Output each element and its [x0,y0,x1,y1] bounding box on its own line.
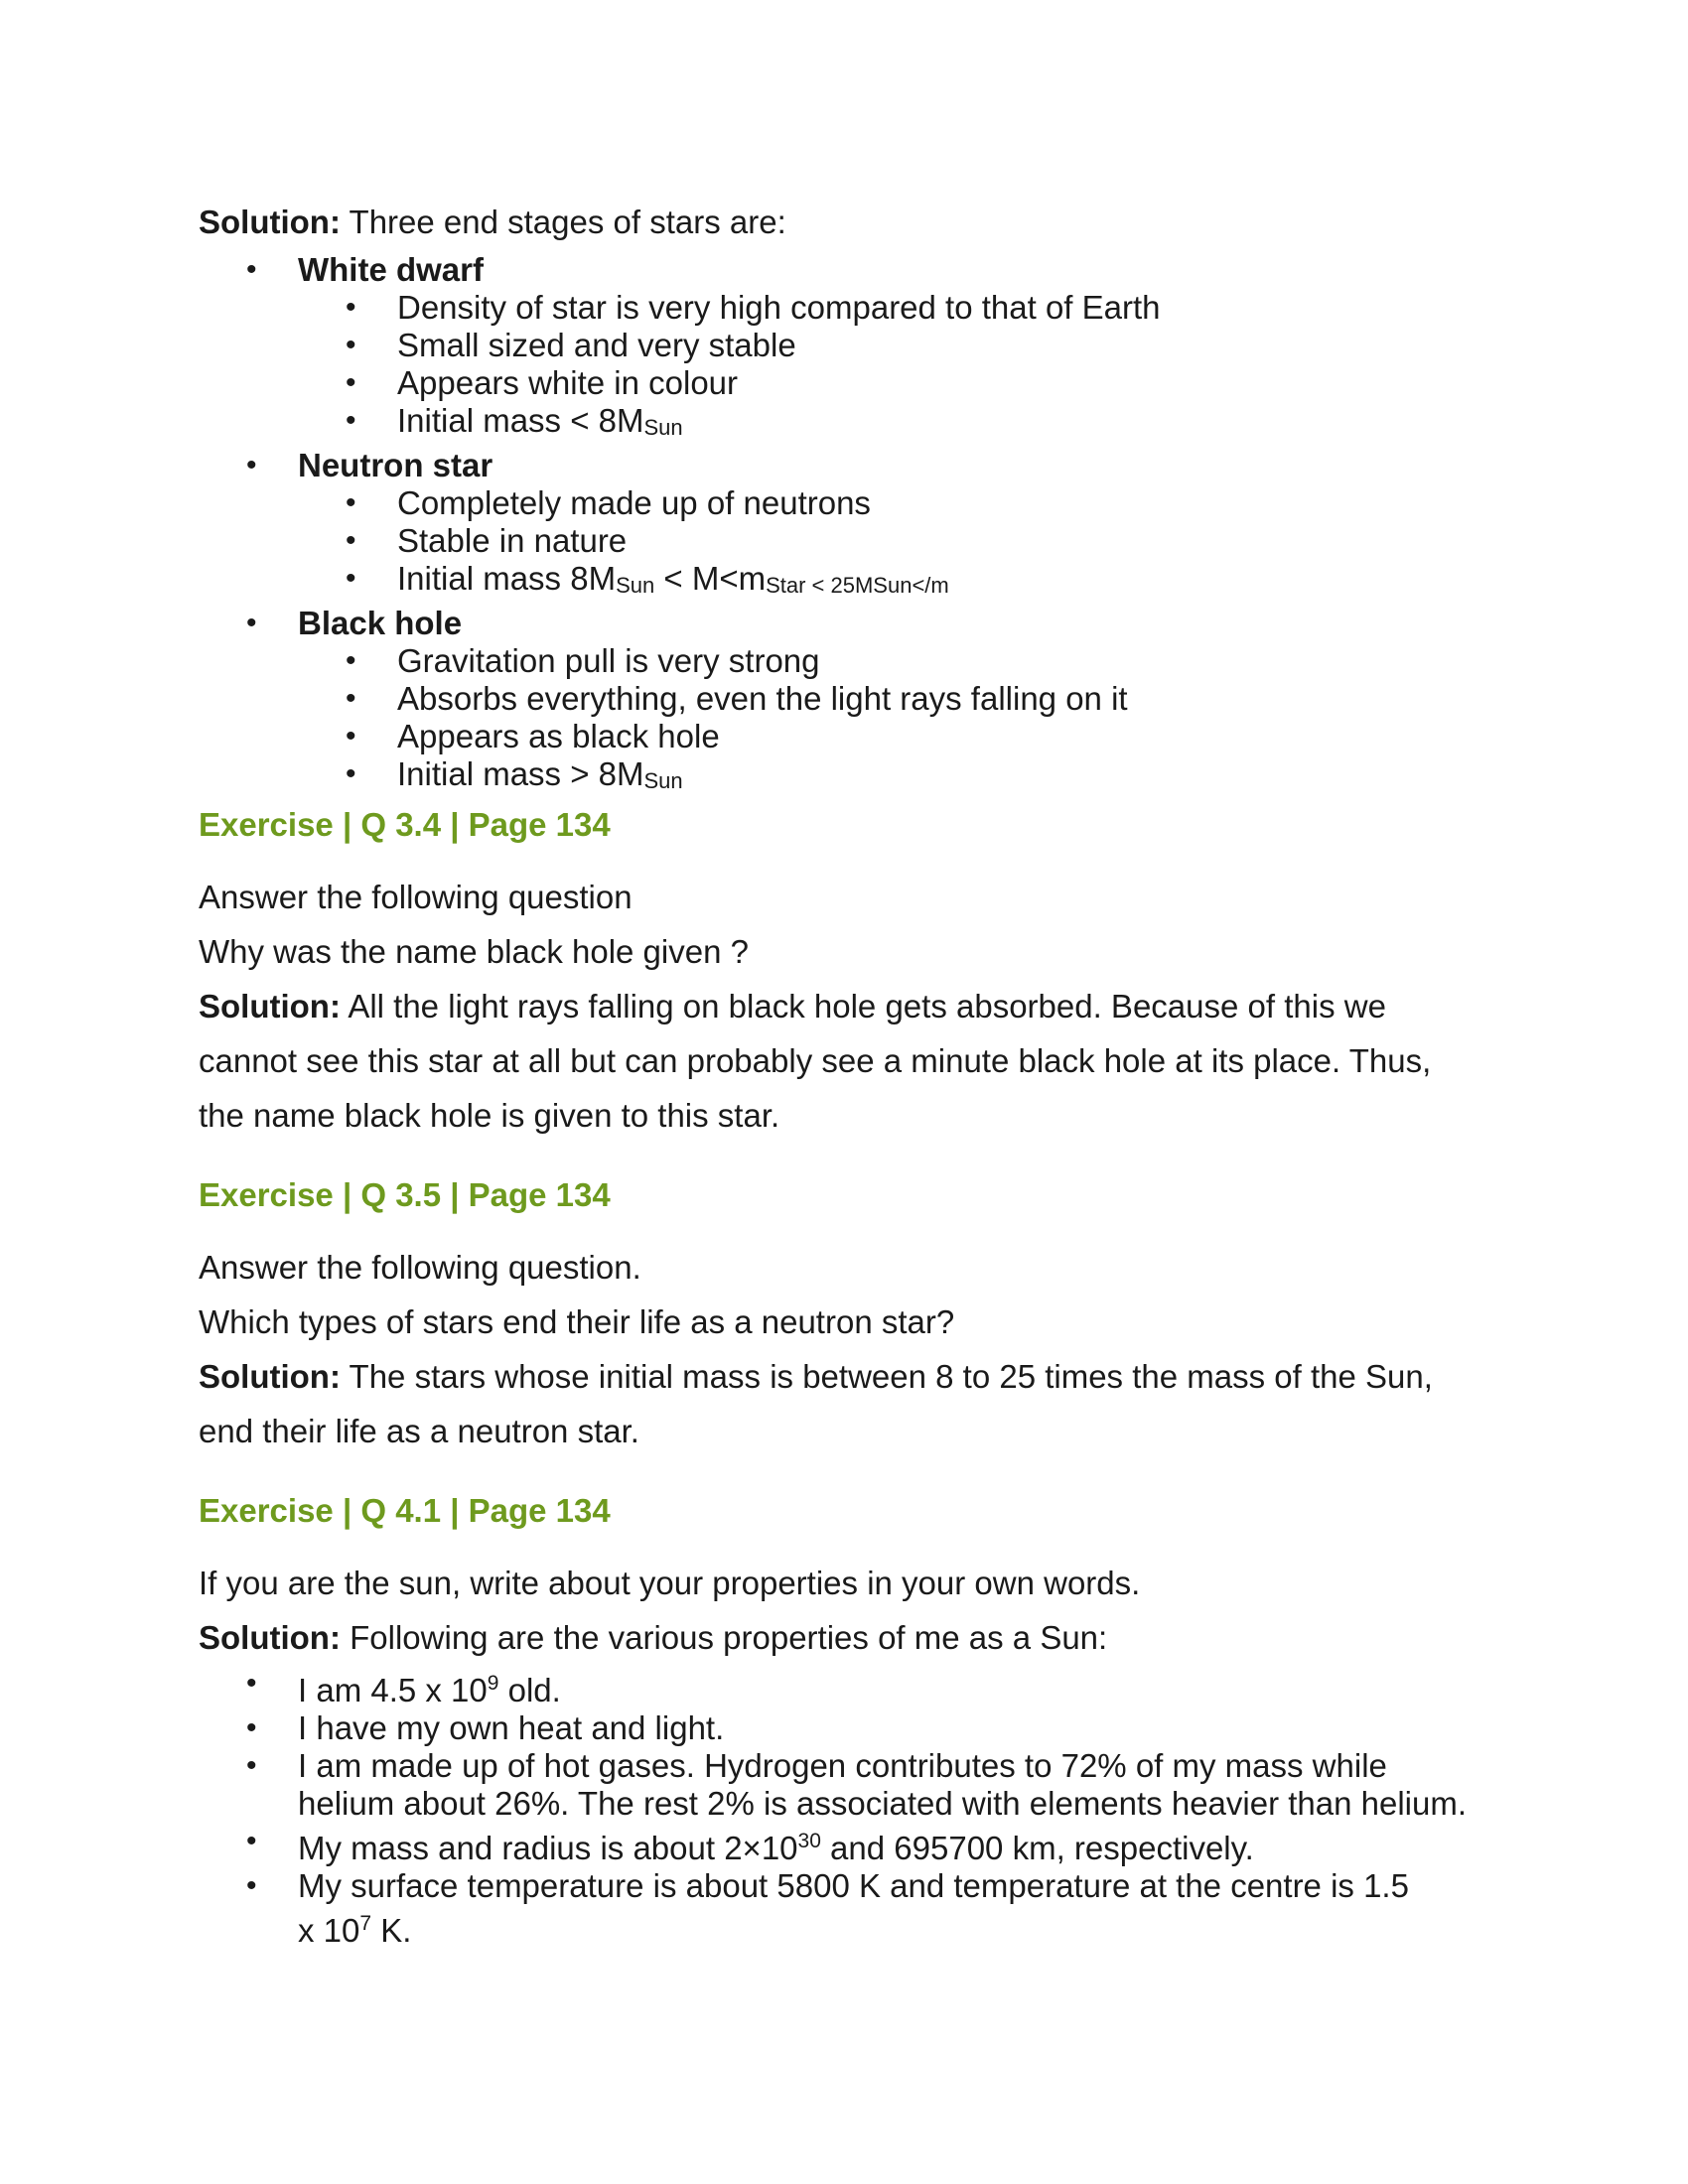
gases-line: I am made up of hot gases. Hydrogen contributes to 72% of my mass while [298,1747,1387,1784]
mass-text: Initial mass < 8M [397,402,644,439]
solution-line [199,1349,1509,1404]
temperature-superscript: 7 [359,1912,372,1935]
solution-label: Solution: [199,1358,341,1395]
mass-subscript: Star < 25MSun</m [766,573,949,598]
solution-label: Solution: [199,988,341,1024]
temperature-text: x 10 [298,1912,360,1949]
temperature-line: My surface temperature is about 5800 K and temperature at the centre is 1.5 [298,1867,1409,1904]
list-item-temperature [199,1867,1509,1950]
solution-label: Solution: [199,204,341,240]
solution-text: All the light rays falling on black hole gets absorbed. Because of this we [340,988,1386,1024]
list-item: • Density of star is very high compared to that of Earth [199,289,1509,327]
mass-subscript: Sun [643,768,683,793]
list-item-gases [199,1747,1509,1823]
list-item-heat: • I have my own heat and light. [199,1709,1509,1747]
list-item-mass [199,755,1509,800]
list-item: • Completely made up of neutrons [199,484,1509,522]
list-item-white-dwarf [199,251,1509,447]
mass-text: Initial mass 8M [397,560,617,597]
mass-mid-text: < M<m [654,560,767,597]
question-text: Which types of stars end their life as a neutron star? [199,1303,955,1340]
mass-text-end: and 695700 km, respectively. [820,1830,1254,1866]
question-prompt: Answer the following question [199,879,633,915]
solution-line: the name black hole is given to this star. [199,1097,780,1134]
white-dwarf-title: White dwarf [298,251,484,288]
list-item-mass-radius [199,1823,1509,1867]
list-item: • Appears as black hole [199,718,1509,755]
question-text: If you are the sun, write about your properties in your own words. [199,1565,1141,1601]
neutron-star-title: Neutron star [298,447,493,483]
gases-line: helium about 26%. The rest 2% is associated with elements heavier than helium. [298,1785,1468,1822]
solution-paragraph [199,195,1509,249]
exercise-heading-q41: Exercise | Q 4.1 | Page 134 [199,1492,611,1529]
mass-text: Initial mass > 8M [397,755,644,792]
neutron-star-sublist [298,484,1509,605]
solution-line [199,979,1509,1033]
list-item-neutron-star [199,447,1509,605]
age-superscript: 9 [487,1672,499,1695]
solution-line: cannot see this star at all but can probably see a minute black hole at its place. Thus, [199,1042,1432,1079]
list-item-mass [199,402,1509,447]
list-item-mass [199,560,1509,605]
mass-subscript: Sun [643,415,683,440]
solution-text: Three end stages of stars are: [340,204,786,240]
mass-superscript: 30 [797,1830,821,1852]
age-text: I am 4.5 x 10 [298,1672,488,1708]
solution-line [199,1610,1509,1665]
solution-label: Solution: [199,1619,341,1656]
mass-text: My mass and radius is about 2×10 [298,1830,798,1866]
age-text-end: old. [498,1672,561,1708]
list-item: • Absorbs everything, even the light rays falling on it [199,680,1509,718]
question-text: Why was the name black hole given ? [199,933,749,970]
temperature-text-end: K. [371,1912,412,1949]
list-item: • Stable in nature [199,522,1509,560]
end-stages-list [199,251,1509,800]
list-item: • Gravitation pull is very strong [199,642,1509,680]
black-hole-sublist [298,642,1509,800]
mass-subscript: Sun [616,573,655,598]
question-prompt: Answer the following question. [199,1249,641,1286]
list-item: • Small sized and very stable [199,327,1509,364]
white-dwarf-sublist [298,289,1509,447]
list-item: • Appears white in colour [199,364,1509,402]
document-content [199,195,1509,1950]
list-item-black-hole [199,605,1509,800]
sun-properties-list [199,1665,1509,1950]
list-item-age [199,1665,1509,1709]
solution-text: Following are the various properties of me as a Sun: [340,1619,1108,1656]
black-hole-title: Black hole [298,605,463,641]
solution-text: The stars whose initial mass is between 8 to 25 times the mass of the Sun, [340,1358,1433,1395]
exercise-heading-q35: Exercise | Q 3.5 | Page 134 [199,1176,611,1213]
exercise-heading-q34: Exercise | Q 3.4 | Page 134 [199,806,611,843]
solution-line: end their life as a neutron star. [199,1413,639,1449]
